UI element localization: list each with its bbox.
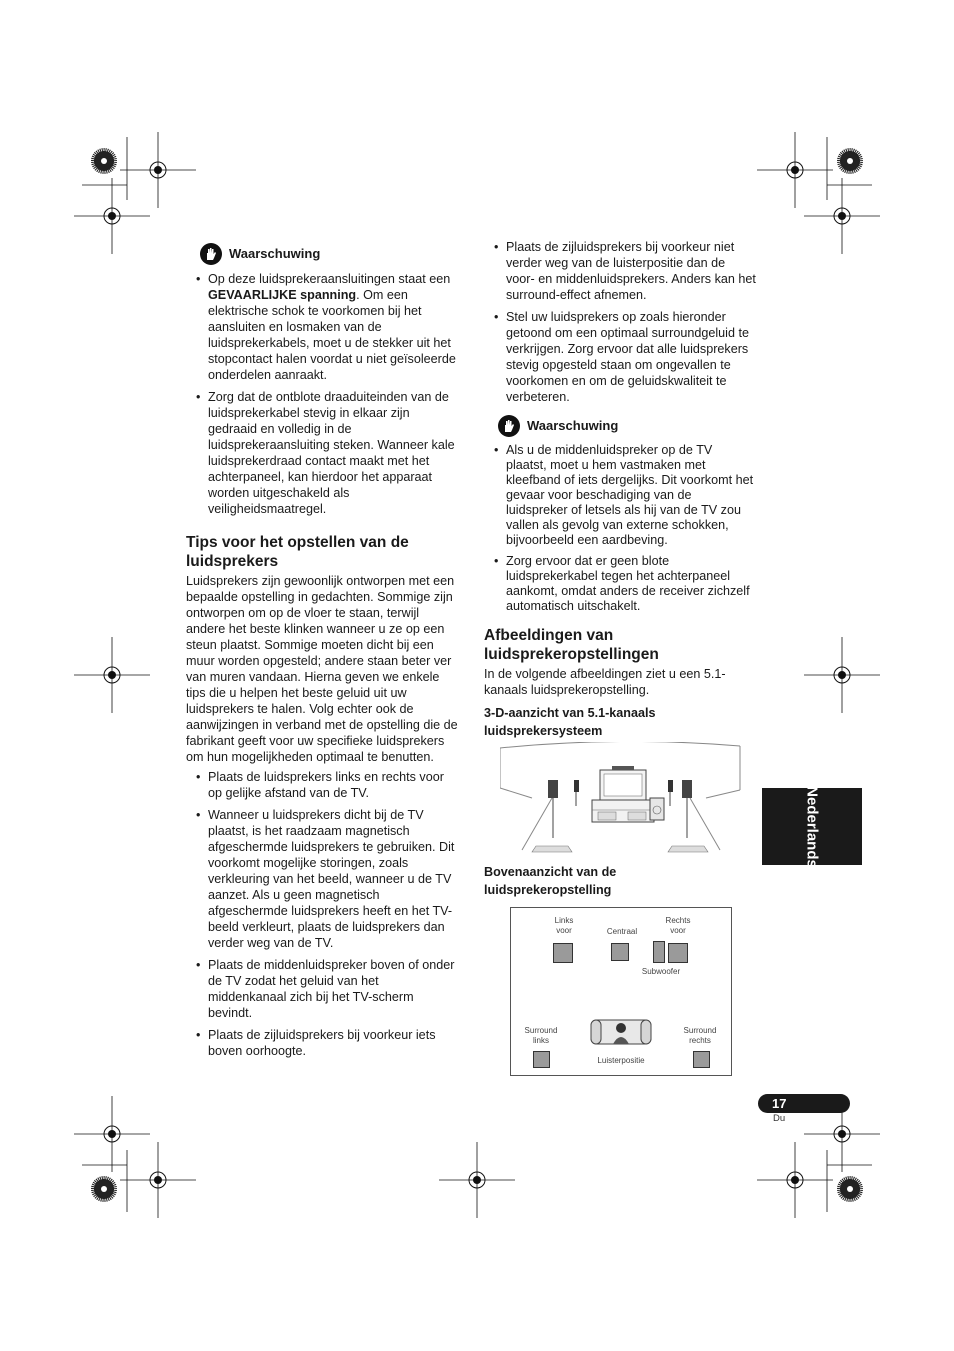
list-item: • Zorg dat de ontblote draaduiteinden van de luidsprekerkabel stevig in elkaar zijn gedraaid en volledig in de luidsprekeraansluiting steken. Wanneer kale luidsprekerdraad contact maakt met het achterpaneel, kan hierdoor het apparaat worden uitgeschakeld als veiligheidsmaatregel. [186, 389, 460, 517]
language-code: Du [773, 1113, 786, 1124]
warning-list [186, 271, 460, 517]
figures-intro: In de volgende afbeeldingen ziet u een 5.1-kanaals luidsprekeropstelling. [484, 667, 726, 697]
warning-heading [498, 415, 756, 437]
page-number-badge: 17 [758, 1094, 850, 1113]
warning-emphasis: GEVAARLIJKE spanning [208, 288, 357, 302]
language-tab-label: Nederlands [803, 785, 821, 868]
list-item: • Plaats de luidsprekers links en rechts voor op gelijke afstand van de TV. [186, 769, 460, 801]
warning-text: . Om een elektrische schok te voorkomen bij het aansluiten en losmaken van de luidsprekerkabels, moet u de stekker uit het stopcontact halen voordat u niet geïsoleerde onderdelen aanraakt. [208, 288, 456, 382]
language-side-tab [762, 785, 862, 868]
right-column [484, 239, 756, 740]
warning-title: Waarschuwing [527, 418, 619, 433]
subwoofer-label: Subwoofer [641, 967, 681, 976]
list-item [186, 271, 460, 383]
list-item: • Plaats de zijluidsprekers bij voorkeur iets boven oorhoogte. [186, 1027, 460, 1059]
front-right-speaker [668, 943, 688, 963]
surround-left-speaker [533, 1051, 550, 1068]
speaker-layout-diagram [510, 907, 732, 1076]
list-item: • Zorg ervoor dat er geen blote luidsprekerkabel tegen het achterpaneel aankomt, omdat anders de receiver zichzelf automatisch uitschakelt. [484, 554, 756, 614]
front-left-label: Links voor [554, 916, 574, 935]
sofa-icon [589, 1016, 653, 1046]
subwoofer-speaker [653, 941, 665, 963]
listening-position-label: Luisterpositie [597, 1056, 645, 1065]
figure2-title: Bovenaanzicht van de luidsprekeropstelling [484, 865, 617, 897]
center-speaker [611, 943, 629, 961]
front-left-speaker [553, 943, 573, 963]
list-item: • Als u de middenluidspreker op de TV plaatst, moet u hem vastmaken met kleefband of iets dergelijks. Dit voorkomt het gevaar voor beschadiging van de luidspreker of letsels als hij van de TV zou vallen als gevolg van externe schokken, bijvoorbeeld een aardbeving. [484, 443, 756, 548]
tips-list [186, 769, 460, 1059]
surround-right-speaker [693, 1051, 710, 1068]
hand-warning-icon [200, 243, 222, 265]
tips-heading: Tips voor het opstellen van de luidsprekers [186, 534, 409, 570]
figures-heading: Afbeeldingen van luidsprekeropstellingen [484, 627, 659, 663]
tips-intro: Luidsprekers zijn gewoonlijk ontworpen met een bepaalde opstelling in gedachten. Sommige zijn ontworpen om op de vloer te staan, terwijl andere het beste klinken wanneer u ze op een steun plaatst. Sommige moeten dicht bij een muur worden opgesteld; andere staan beter ver van muren vandaan. Hierna geven we enkele tips die u helpen het beste geluid uit uw luidsprekers te halen. Volg echter ook de aanwijzingen in verband met de opstelling die de fabrikant geeft voor uw specifieke luidsprekers om hun mogelijkheden optimaal te benutten. [186, 574, 458, 764]
warning-heading [200, 243, 460, 265]
surround-left-label: Surround links [524, 1026, 558, 1045]
warning-title: Waarschuwing [229, 246, 321, 261]
list-item: • Plaats de zijluidsprekers bij voorkeur niet verder weg van de luisterpositie dan de voor- en middenluidsprekers. Anders kan het surround-effect afnemen. [484, 239, 756, 303]
front-right-label: Rechts voor [665, 916, 691, 935]
list-item: • Plaats de middenluidspreker boven of onder de TV zodat het geluid van het middenkanaal zich bij het TV-scherm bevindt. [186, 957, 460, 1021]
placement-list [484, 239, 756, 405]
left-column [186, 243, 460, 1065]
list-item: • Stel uw luidsprekers op zoals hieronder getoond om een optimaal surroundgeluid te verkrijgen. Zorg ervoor dat alle luidsprekers stevig opgesteld staan om ongevallen te voorkomen en om de geluidskwaliteit te verbeteren. [484, 309, 756, 405]
warning-list [484, 443, 756, 614]
warning-text: Op deze luidsprekeraansluitingen staat een [208, 272, 451, 286]
surround-right-label: Surround rechts [683, 1026, 717, 1045]
speaker-3d-illustration [500, 742, 744, 858]
center-label: Centraal [606, 927, 638, 936]
hand-warning-icon [498, 415, 520, 437]
figure1-title: 3-D-aanzicht van 5.1-kanaals luidsprekersysteem [484, 706, 656, 738]
list-item: • Wanneer u luidsprekers dicht bij de TV plaatst, is het raadzaam magnetisch afgeschermde luidsprekers te gebruiken. Dit voorkomt mogelijke storingen, zoals verkleuring van het beeld, wanneer u de TV aanzet. Als u geen magnetisch afgeschermde luidsprekers heeft en het TV-beeld verkleurt, plaats de luidsprekers dan verder weg van de TV. [186, 807, 460, 951]
